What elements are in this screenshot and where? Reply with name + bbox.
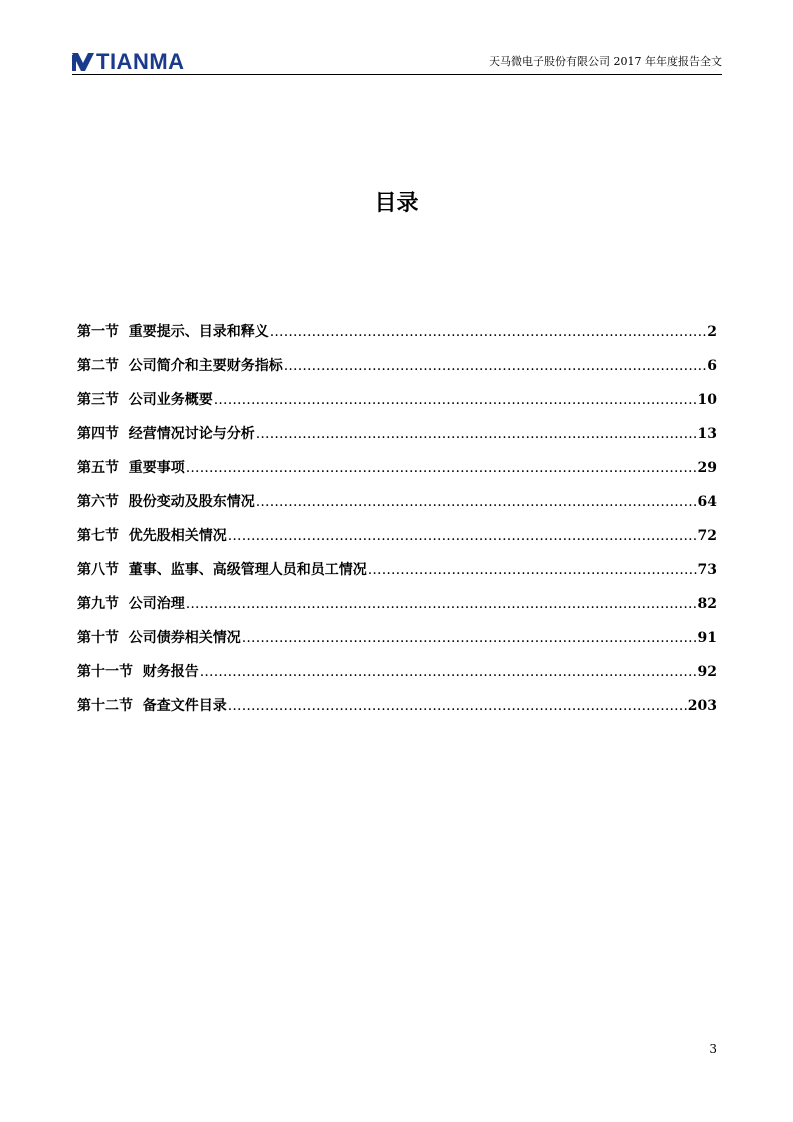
toc-section-number: 第七节 (77, 528, 119, 544)
toc-entry-label (77, 696, 227, 716)
toc-leader-dots (256, 492, 697, 512)
toc-section-number: 第八节 (77, 562, 119, 578)
toc-section-number: 第一节 (77, 324, 119, 340)
toc-section-number: 第六节 (77, 494, 119, 510)
toc-section-title: 公司债券相关情况 (128, 630, 241, 646)
toc-entry[interactable] (77, 322, 717, 356)
toc-page-number: 29 (697, 460, 717, 476)
toc-leader-dots (200, 662, 697, 682)
toc-entry-label (77, 628, 241, 648)
table-of-contents (77, 322, 717, 730)
toc-leader-dots (242, 628, 697, 648)
toc-entry[interactable] (77, 560, 717, 594)
toc-section-number: 第十一节 (77, 664, 133, 680)
toc-section-number: 第五节 (77, 460, 119, 476)
toc-section-number: 第二节 (77, 358, 119, 374)
toc-section-title: 经营情况讨论与分析 (128, 426, 255, 442)
toc-entry-label (77, 390, 213, 410)
toc-leader-dots (228, 696, 687, 716)
toc-entry-label (77, 526, 227, 546)
toc-entry-label (77, 458, 185, 478)
toc-leader-dots (186, 594, 697, 614)
toc-entry[interactable] (77, 594, 717, 628)
toc-entry-label (77, 662, 199, 682)
toc-title: 目录 (374, 190, 419, 216)
toc-page-number: 64 (697, 494, 717, 510)
toc-entry-label (77, 492, 255, 512)
toc-entry[interactable] (77, 424, 717, 458)
toc-section-number: 第四节 (77, 426, 119, 442)
toc-page-number: 72 (697, 528, 717, 544)
toc-entry[interactable] (77, 696, 717, 730)
toc-entry-label (77, 594, 185, 614)
toc-page-number: 10 (697, 392, 717, 408)
toc-section-number: 第十节 (77, 630, 119, 646)
toc-section-title: 备查文件目录 (142, 698, 227, 714)
tianma-logo-icon (72, 53, 94, 71)
toc-section-number: 第十二节 (77, 698, 133, 714)
toc-section-number: 第九节 (77, 596, 119, 612)
page-number: 3 (709, 1042, 717, 1056)
toc-section-title: 公司业务概要 (128, 392, 213, 408)
toc-leader-dots (284, 356, 707, 376)
toc-entry-label (77, 424, 255, 444)
toc-section-title: 公司治理 (128, 596, 185, 612)
toc-section-title: 优先股相关情况 (128, 528, 227, 544)
toc-leader-dots (228, 526, 697, 546)
toc-leader-dots (186, 458, 697, 478)
page-header (72, 50, 722, 75)
toc-leader-dots (270, 322, 707, 342)
toc-section-title: 股份变动及股东情况 (128, 494, 255, 510)
toc-page-number: 203 (687, 698, 717, 714)
toc-section-number: 第三节 (77, 392, 119, 408)
toc-entry[interactable] (77, 390, 717, 424)
toc-entry[interactable] (77, 492, 717, 526)
toc-leader-dots (256, 424, 697, 444)
toc-page-number: 73 (697, 562, 717, 578)
toc-page-number: 91 (697, 630, 717, 646)
toc-section-title: 董事、监事、高级管理人员和员工情况 (128, 562, 367, 578)
toc-entry-label (77, 356, 283, 376)
toc-section-title: 财务报告 (142, 664, 199, 680)
toc-section-title: 公司简介和主要财务指标 (128, 358, 283, 374)
toc-entry-label (77, 322, 269, 342)
toc-section-title: 重要事项 (128, 460, 185, 476)
toc-entry-label (77, 560, 367, 580)
tianma-logo (72, 49, 185, 74)
toc-page-number: 13 (697, 426, 717, 442)
toc-entry[interactable] (77, 662, 717, 696)
toc-page-number: 6 (707, 358, 717, 374)
toc-entry[interactable] (77, 526, 717, 560)
toc-page-number: 92 (697, 664, 717, 680)
toc-entry[interactable] (77, 356, 717, 390)
toc-entry[interactable] (77, 628, 717, 662)
toc-section-title: 重要提示、目录和释义 (128, 324, 269, 340)
toc-entry[interactable] (77, 458, 717, 492)
document-title: 天马微电子股份有限公司 2017 年年度报告全文 (489, 55, 722, 68)
logo-text: TIANMA (96, 49, 185, 74)
toc-leader-dots (368, 560, 697, 580)
toc-page-number: 2 (707, 324, 717, 340)
toc-page-number: 82 (697, 596, 717, 612)
toc-leader-dots (214, 390, 697, 410)
